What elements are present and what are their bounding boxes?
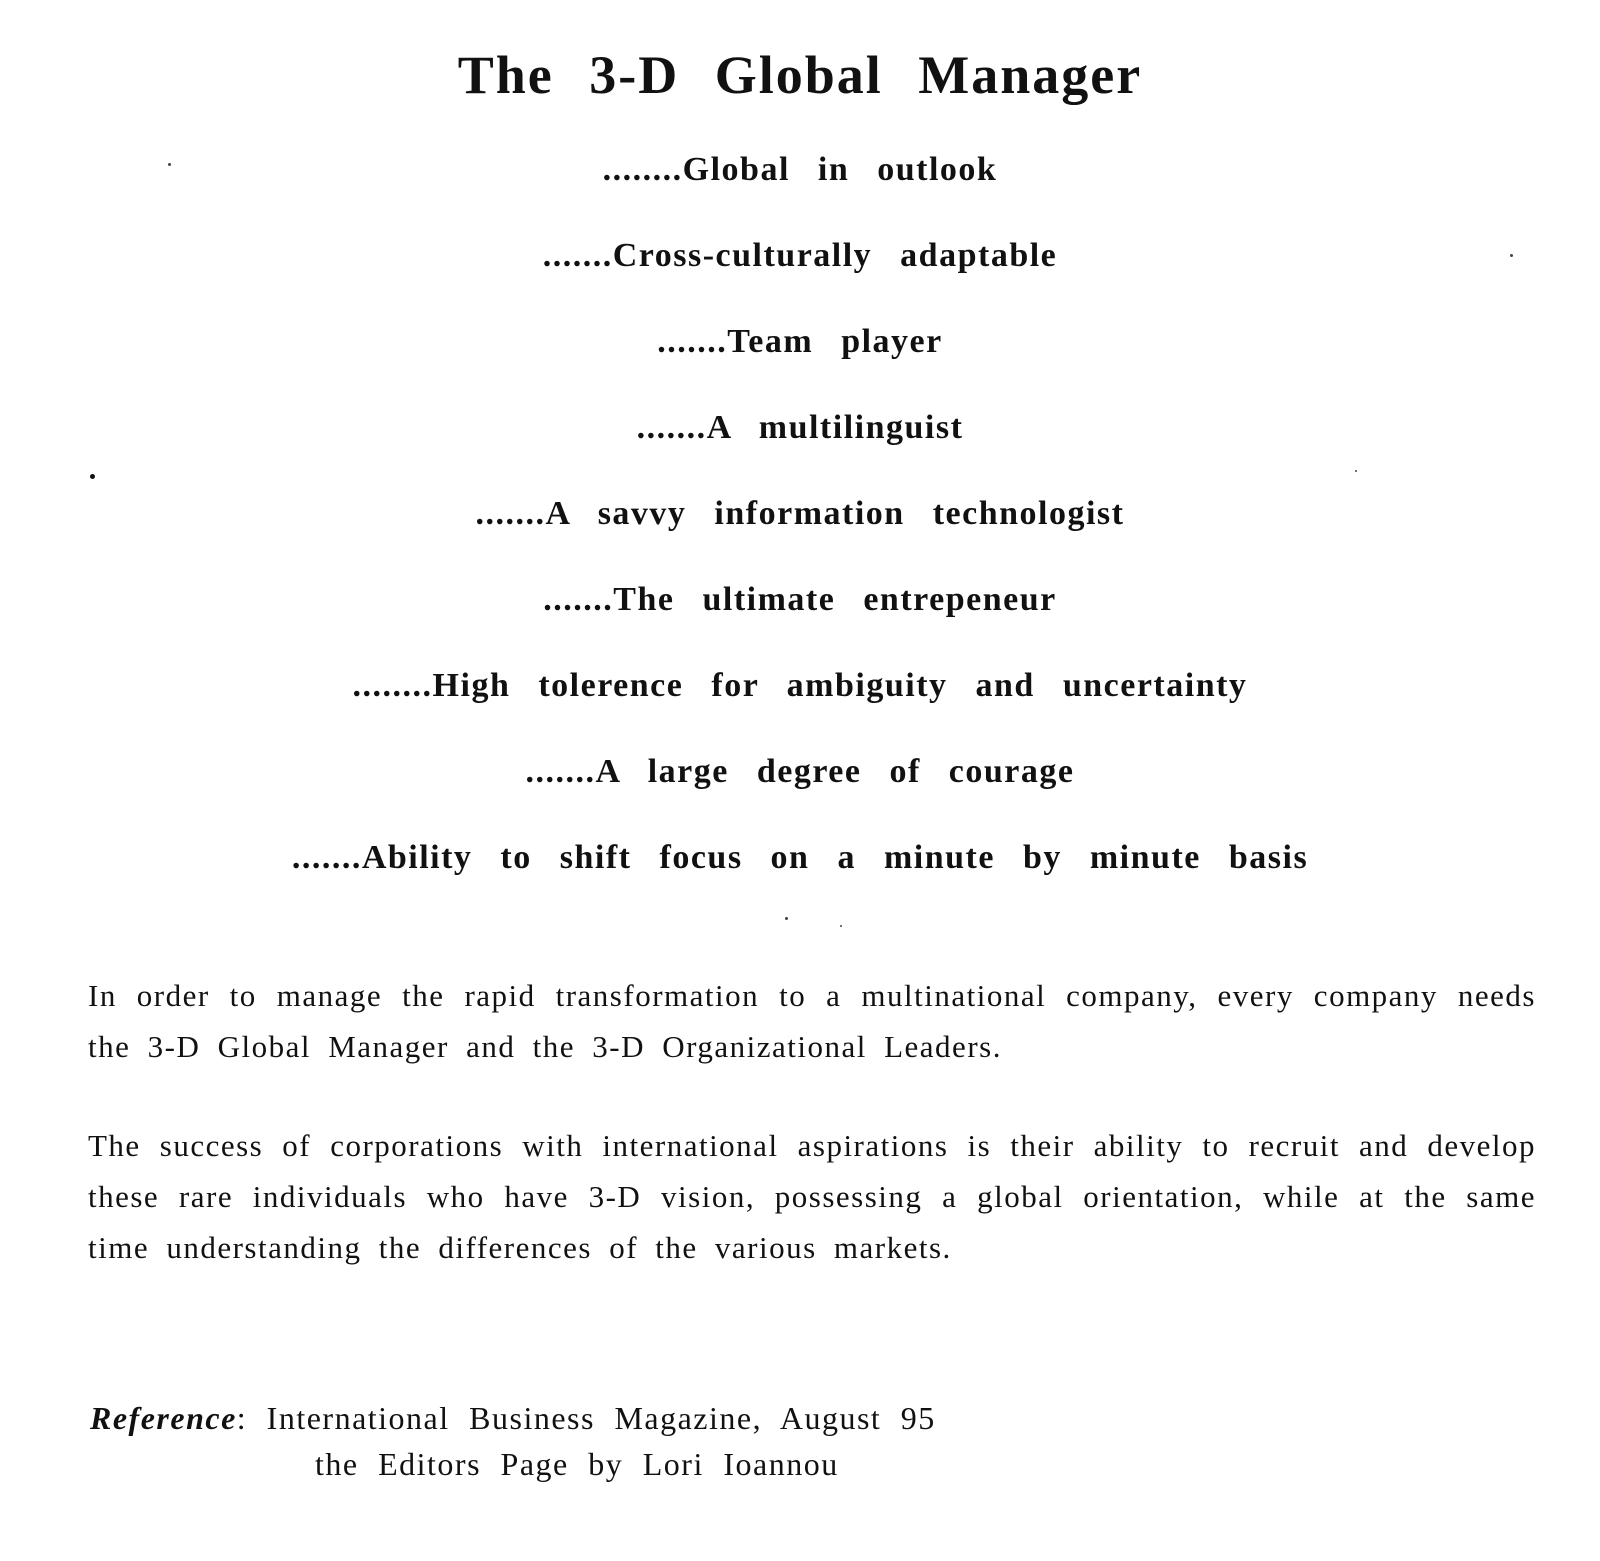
- trait-item: ........Global in outlook: [602, 151, 998, 188]
- scan-speck: [90, 474, 95, 479]
- reference-source: International Business Magazine, August 95: [266, 1400, 936, 1436]
- reference-label: Reference: [90, 1400, 237, 1436]
- reference-separator: :: [236, 1400, 248, 1436]
- trait-list: [0, 140, 1600, 914]
- reference-author: the Editors Page by Lori Ioannou: [315, 1446, 839, 1482]
- trait-item: .......Team player: [657, 323, 943, 360]
- reference-block: [90, 1395, 936, 1487]
- trait-item: .......A savvy information technologist: [475, 495, 1125, 532]
- body-paragraph: The success of corporations with international aspirations is their ability to recruit and develop these rare individuals who have 3-D vision, possessing a global orientation, while at the same time understanding the differences of the various markets.: [88, 1128, 1536, 1265]
- trait-item: .......A multilinguist: [636, 409, 964, 446]
- scan-speck: [785, 917, 788, 920]
- trait-item: .......A large degree of courage: [525, 753, 1075, 790]
- scan-speck: [1510, 254, 1513, 257]
- page-title: The 3-D Global Manager: [457, 45, 1143, 105]
- body-paragraph: In order to manage the rapid transformation to a multinational company, every company needs the 3-D Global Manager and the 3-D Organizational Leaders.: [88, 978, 1536, 1064]
- trait-item: .......Ability to shift focus on a minute by minute basis: [291, 839, 1309, 876]
- trait-item: ........High tolerence for ambiguity and uncertainty: [352, 667, 1248, 704]
- scan-speck: [168, 163, 171, 166]
- scan-speck: [840, 925, 842, 927]
- trait-item: .......Cross-culturally adaptable: [542, 237, 1058, 274]
- trait-item: .......The ultimate entrepeneur: [543, 581, 1057, 618]
- scan-speck: [1355, 470, 1357, 472]
